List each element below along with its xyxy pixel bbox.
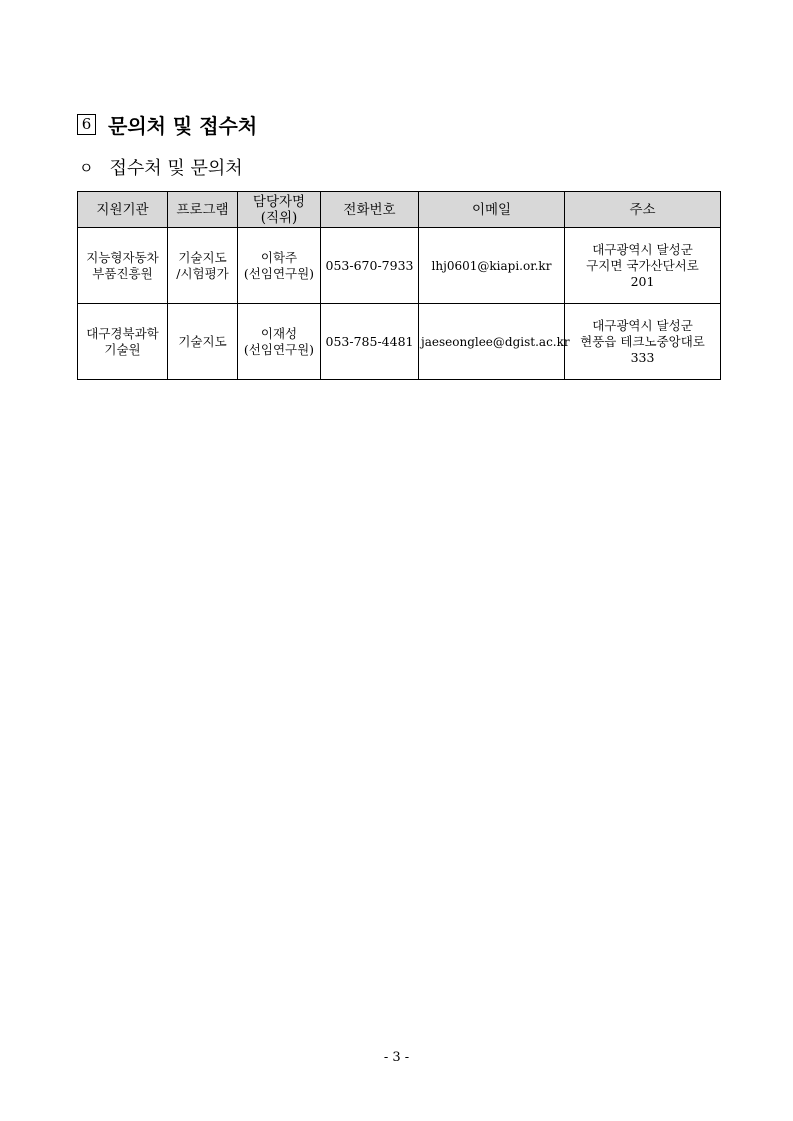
subsection-title bbox=[79, 154, 243, 180]
section-title-text: 문의처 및 접수처 bbox=[108, 114, 258, 138]
section-title bbox=[77, 110, 257, 139]
table-row bbox=[78, 228, 721, 304]
table-row bbox=[78, 304, 721, 380]
bullet-icon: ㅇ bbox=[79, 158, 94, 177]
header-contact: 담당자명 (직위) bbox=[238, 192, 321, 228]
address-cell: 대구광역시 달성군 구지면 국가산단서로 201 bbox=[565, 228, 721, 304]
phone-cell: 053-670-7933 bbox=[321, 228, 419, 304]
page-number: - 3 - bbox=[383, 1050, 410, 1065]
header-agency: 지원기관 bbox=[78, 192, 168, 228]
contact-cell: 이재성 (선임연구원) bbox=[238, 304, 321, 380]
address-cell: 대구광역시 달성군 현풍읍 테크노중앙대로 333 bbox=[565, 304, 721, 380]
program-cell: 기술지도 bbox=[168, 304, 238, 380]
phone-cell: 053-785-4481 bbox=[321, 304, 419, 380]
email-cell: jaeseonglee@dgist.ac.kr bbox=[419, 304, 565, 380]
table-header-row bbox=[78, 192, 721, 228]
header-program: 프로그램 bbox=[168, 192, 238, 228]
section-number-box: 6 bbox=[77, 114, 96, 135]
contacts-table bbox=[77, 191, 721, 380]
header-email: 이메일 bbox=[419, 192, 565, 228]
agency-cell: 대구경북과학 기술원 bbox=[78, 304, 168, 380]
agency-cell: 지능형자동차 부품진흥원 bbox=[78, 228, 168, 304]
email-cell: lhj0601@kiapi.or.kr bbox=[419, 228, 565, 304]
subsection-title-text: 접수처 및 문의처 bbox=[109, 158, 243, 179]
program-cell: 기술지도 /시험평가 bbox=[168, 228, 238, 304]
header-address: 주소 bbox=[565, 192, 721, 228]
header-phone: 전화번호 bbox=[321, 192, 419, 228]
contact-cell: 이학주 (선임연구원) bbox=[238, 228, 321, 304]
